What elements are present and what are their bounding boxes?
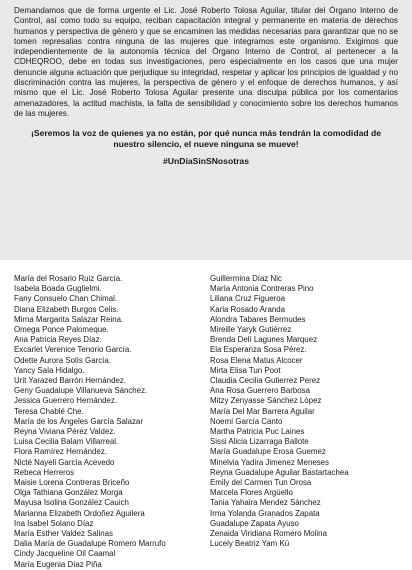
signatory-name: Geny Guadalupe Villanueva Sánchez.: [14, 386, 148, 396]
statement-section: [0, 0, 412, 260]
signatory-name: María Antonia Contreras Pino: [210, 284, 314, 294]
signatory-name: Zenaida Viridiana Romero Molina: [210, 529, 327, 539]
signatory-name: María Del Mar Barrera Aguilar: [210, 406, 315, 416]
signatories-section: [0, 260, 412, 570]
signatory-name: Luisa Cecilia Balam Villarreal.: [14, 437, 119, 447]
signatory-name: Mireille Yaryk Gutiérrez: [210, 325, 292, 335]
signatory-name: Guadalupe Zapata Ayuso: [210, 518, 299, 528]
signatory-name: Mirta Elisa Tun Poot: [210, 365, 281, 375]
signatory-name: Odette Aurora Solís García.: [14, 355, 111, 365]
signatory-name: Fany Consuelo Chan Chimal.: [14, 294, 118, 304]
signatory-name: María de los Ángeles García Salazar: [14, 416, 143, 426]
signatory-name: Isabela Boada Guglielmi.: [14, 284, 102, 294]
signatory-name: Olga Tathiana González Morga: [14, 488, 123, 498]
signatory-name: Emily del Carmen Tun Orosa: [210, 478, 312, 488]
signatory-name: Mitzy Zenyasse Sánchez López: [210, 396, 322, 406]
signatory-name: Reyna Guadalupe Aguilar Bastartachea: [210, 467, 349, 477]
statement-paragraph: Demandamos que de forma urgente el Lic. José Roberto Tolosa Aguilar, titular del Órgano Interno de Control, así como todo su equipo, reciban capacitación integral y permanente en materia de derechos humanos y perspectiva de género y que se encaminen las medidas necesarias para garantizar que no se tomen represalias contra ninguna de las mujeres que integramos este organismo. Exigimos que independientemente de la autonomía técnica del Órgano Interno de Control, al pertenecer a la CDHEQROO, debe en todas sus investigaciones, pero especialmente en los casos que una mujer denuncie alguna actuación que perjudique su integridad, respetar y aplicar los principios de igualdad y no discriminación contra las mujeres, la perspectiva de género y el enfoque de derechos humanos, y así mismo que el Lic. José Roberto Tolosa Aguilar presente una disculpa pública por los comentarios amenazadores, la actitud machista, la falta de sensibilidad y conocimiento sobre los derechos humanos de las mujeres.: [14, 6, 398, 118]
signatory-name: Tania Yahaira Mendez Sánchez: [210, 498, 321, 508]
signatory-name: Guillermina Díaz Nic: [210, 274, 282, 283]
signatory-name: Cindy Jacqueline Oil Caamal: [14, 549, 116, 559]
signatory-name: Brenda Delí Lagunes Marquez: [210, 335, 318, 345]
slogan: ¡Seremos la voz de quienes ya no están, por qué nunca más tendrán la comodidad de nuestro silencio, el nueve ninguna se mueve!: [30, 128, 382, 150]
signatory-name: Claudia Cecilia Gutierrez Perez: [210, 376, 321, 386]
signatory-name: Sissi Alicia Lizarraga Ballote: [210, 437, 309, 447]
signatory-name: Urit Yarazed Barrón Hernández.: [14, 376, 126, 386]
signatory-name: Liliana Cruz Figueroa: [210, 294, 285, 304]
signatory-name: María Guadalupe Erosa Guemez: [210, 447, 326, 457]
signatory-name: Rosa Elena Matus Alcocer: [210, 355, 303, 365]
signatory-name: Noemí García Canto: [210, 416, 283, 426]
signatory-name: Lucely Beatriz Yam Kú: [210, 539, 290, 549]
signatories-left-column: [14, 274, 190, 570]
signatory-name: María Eugenia Díaz Piña: [14, 559, 102, 569]
signatory-name: Ela Esperanza Sosa Pérez.: [210, 345, 307, 355]
signatory-name: Diana Elizabeth Burgos Celis.: [14, 304, 119, 314]
signatory-name: Mayusa Isolina González Cauich: [14, 498, 129, 508]
signatory-name: Ana Rosa Guerrero Barbosa: [210, 386, 311, 396]
signatory-name: Teresa Chablé Che.: [14, 406, 84, 416]
signatory-name: Nicté Nayeli García Acevedo: [14, 457, 115, 467]
hashtag: #UnDíaSinSNosotras: [163, 156, 249, 167]
signatory-name: Jessica Guerrero Hernández.: [14, 396, 118, 406]
signatory-name: Excarlet Verenice Tenorio García.: [14, 345, 132, 355]
signatory-name: María Esther Valdez Salinas: [14, 529, 113, 539]
signatory-name: Ana Patricia Reyes Díaz.: [14, 335, 102, 345]
signatory-name: Karla Rosado Aranda: [210, 304, 286, 314]
signatory-name: Ina Isabel Solano Díaz: [14, 518, 94, 528]
signatory-name: Flora Ramírez Hernández.: [14, 447, 107, 457]
signatory-name: Minelvia Yadira Jimenez Meneses: [210, 457, 329, 467]
signatory-name: Dalia María de Guadalupe Romero Marrufo: [14, 539, 166, 549]
signatory-name: Martha Patricia Puc Laines: [210, 427, 305, 437]
signatory-name: Mirna Margarita Salazar Reina.: [14, 314, 124, 324]
signatory-name: Reyna Viviana Pérez Valdez.: [14, 427, 116, 437]
signatories-right-column: [210, 274, 410, 570]
signatory-name: Marianna Elizabeth Ordoñez Aguilera: [14, 508, 145, 518]
signatory-name: Rebeca Herreros: [14, 467, 75, 477]
signatory-name: Maisie Lorena Contreras Briceño: [14, 478, 130, 488]
signatory-name: Omega Ponce Palomeque.: [14, 325, 109, 335]
signatory-name: Yancy Sala Hidalgo.: [14, 365, 85, 375]
signatory-name: Alondra Tabares Bermudes: [210, 314, 306, 324]
signatory-name: Marcela Flores Argüello: [210, 488, 293, 498]
signatory-name: María del Rosario Ruiz García.: [14, 274, 123, 283]
signatory-name: Irma Yolanda Granados Zapata: [210, 508, 320, 518]
